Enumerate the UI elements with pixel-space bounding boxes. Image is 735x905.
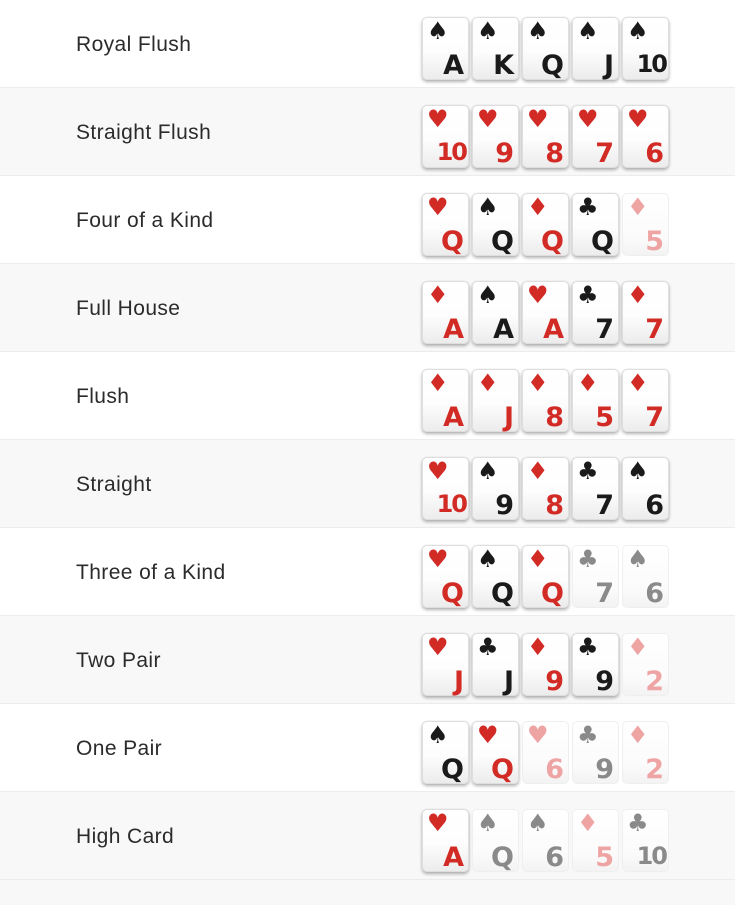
diamond-icon: ♦ <box>477 369 499 397</box>
playing-card <box>422 545 469 608</box>
hand-row-full-house <box>0 264 735 352</box>
playing-card <box>522 809 569 872</box>
playing-card <box>422 457 469 520</box>
hand-row-four-of-a-kind <box>0 176 735 264</box>
playing-card <box>622 193 669 256</box>
playing-card <box>472 281 519 344</box>
playing-card <box>422 369 469 432</box>
hand-name: Flush <box>76 384 130 408</box>
card-rank: 7 <box>595 137 614 169</box>
card-rank: 2 <box>645 753 664 785</box>
hand-row-one-pair <box>0 704 735 792</box>
hand-row-three-of-a-kind <box>0 528 735 616</box>
hand-name: Royal Flush <box>76 32 192 56</box>
hand-row-two-pair <box>0 616 735 704</box>
card-rank: Q <box>441 577 464 609</box>
playing-card <box>522 457 569 520</box>
spade-icon: ♠ <box>627 17 649 45</box>
playing-card <box>572 545 619 608</box>
playing-card <box>472 369 519 432</box>
card-rank: 9 <box>595 753 614 785</box>
diamond-icon: ♦ <box>627 633 649 661</box>
card-group <box>422 545 669 608</box>
card-rank: 5 <box>595 841 614 873</box>
hand-row-royal-flush <box>0 0 735 88</box>
playing-card <box>422 105 469 168</box>
card-rank: 7 <box>595 577 614 609</box>
hand-name: Four of a Kind <box>76 208 214 232</box>
diamond-icon: ♦ <box>527 193 549 221</box>
heart-icon: ♥ <box>427 105 449 133</box>
playing-card <box>622 633 669 696</box>
card-rank: Q <box>541 577 564 609</box>
playing-card <box>572 809 619 872</box>
heart-icon: ♥ <box>427 809 449 837</box>
spade-icon: ♠ <box>427 721 449 749</box>
card-rank: A <box>493 313 514 345</box>
club-icon: ♣ <box>577 633 599 661</box>
card-rank: 5 <box>645 225 664 257</box>
heart-icon: ♥ <box>427 633 449 661</box>
playing-card <box>472 633 519 696</box>
spade-icon: ♠ <box>627 457 649 485</box>
card-rank: Q <box>541 49 564 81</box>
card-rank: A <box>543 313 564 345</box>
card-rank: 9 <box>495 137 514 169</box>
card-rank: 8 <box>545 401 564 433</box>
heart-icon: ♥ <box>477 721 499 749</box>
card-rank: 7 <box>645 401 664 433</box>
playing-card <box>622 809 669 872</box>
playing-card <box>572 633 619 696</box>
card-rank: 10 <box>436 138 466 167</box>
card-rank: 7 <box>645 313 664 345</box>
club-icon: ♣ <box>627 809 649 837</box>
card-rank: 6 <box>645 137 664 169</box>
heart-icon: ♥ <box>427 457 449 485</box>
card-group <box>422 193 669 256</box>
club-icon: ♣ <box>577 721 599 749</box>
card-rank: Q <box>441 753 464 785</box>
spade-icon: ♠ <box>527 809 549 837</box>
diamond-icon: ♦ <box>427 369 449 397</box>
hand-name: High Card <box>76 824 175 848</box>
card-rank: 2 <box>645 665 664 697</box>
heart-icon: ♥ <box>527 105 549 133</box>
card-rank: Q <box>491 753 514 785</box>
spade-icon: ♠ <box>427 17 449 45</box>
playing-card <box>522 369 569 432</box>
hand-name: Full House <box>76 296 181 320</box>
diamond-icon: ♦ <box>627 369 649 397</box>
spade-icon: ♠ <box>477 193 499 221</box>
playing-card <box>472 193 519 256</box>
diamond-icon: ♦ <box>427 281 449 309</box>
hand-name: Two Pair <box>76 648 161 672</box>
hand-name: Straight Flush <box>76 120 212 144</box>
spade-icon: ♠ <box>577 17 599 45</box>
bottom-strip <box>0 880 735 905</box>
playing-card <box>522 633 569 696</box>
heart-icon: ♥ <box>577 105 599 133</box>
card-rank: J <box>503 401 514 433</box>
hand-row-straight-flush <box>0 88 735 176</box>
playing-card <box>622 545 669 608</box>
card-rank: Q <box>591 225 614 257</box>
card-rank: 5 <box>595 401 614 433</box>
hand-row-high-card <box>0 792 735 880</box>
heart-icon: ♥ <box>477 105 499 133</box>
playing-card <box>422 809 469 872</box>
card-rank: Q <box>491 841 514 873</box>
playing-card <box>572 193 619 256</box>
card-group <box>422 281 669 344</box>
heart-icon: ♥ <box>427 193 449 221</box>
playing-card <box>472 17 519 80</box>
club-icon: ♣ <box>477 633 499 661</box>
heart-icon: ♥ <box>527 721 549 749</box>
card-rank: 6 <box>545 841 564 873</box>
spade-icon: ♠ <box>477 457 499 485</box>
spade-icon: ♠ <box>477 281 499 309</box>
card-rank: 8 <box>545 489 564 521</box>
card-rank: 7 <box>595 489 614 521</box>
card-rank: Q <box>441 225 464 257</box>
club-icon: ♣ <box>577 281 599 309</box>
card-rank: A <box>443 313 464 345</box>
playing-card <box>622 17 669 80</box>
playing-card <box>472 721 519 784</box>
card-rank: 8 <box>545 137 564 169</box>
card-rank: J <box>603 49 614 81</box>
playing-card <box>572 105 619 168</box>
card-rank: K <box>493 49 514 81</box>
diamond-icon: ♦ <box>627 193 649 221</box>
card-rank: 6 <box>545 753 564 785</box>
club-icon: ♣ <box>577 193 599 221</box>
card-rank: 9 <box>595 665 614 697</box>
card-group <box>422 457 669 520</box>
playing-card <box>472 105 519 168</box>
playing-card <box>522 105 569 168</box>
heart-icon: ♥ <box>627 105 649 133</box>
card-rank: 10 <box>636 50 666 79</box>
diamond-icon: ♦ <box>527 369 549 397</box>
spade-icon: ♠ <box>477 17 499 45</box>
playing-card <box>472 545 519 608</box>
spade-icon: ♠ <box>627 545 649 573</box>
card-rank: J <box>503 665 514 697</box>
card-rank: 9 <box>495 489 514 521</box>
playing-card <box>422 721 469 784</box>
card-group <box>422 17 669 80</box>
hand-name: Three of a Kind <box>76 560 226 584</box>
playing-card <box>522 193 569 256</box>
club-icon: ♣ <box>577 457 599 485</box>
diamond-icon: ♦ <box>527 545 549 573</box>
card-rank: 7 <box>595 313 614 345</box>
hand-row-straight <box>0 440 735 528</box>
hand-row-flush <box>0 352 735 440</box>
diamond-icon: ♦ <box>527 457 549 485</box>
card-rank: Q <box>541 225 564 257</box>
card-rank: A <box>443 401 464 433</box>
playing-card <box>422 193 469 256</box>
playing-card <box>622 721 669 784</box>
playing-card <box>522 281 569 344</box>
card-rank: 10 <box>636 842 666 871</box>
playing-card <box>472 809 519 872</box>
diamond-icon: ♦ <box>577 809 599 837</box>
diamond-icon: ♦ <box>627 721 649 749</box>
card-rank: 6 <box>645 577 664 609</box>
card-rank: Q <box>491 225 514 257</box>
spade-icon: ♠ <box>477 809 499 837</box>
club-icon: ♣ <box>577 545 599 573</box>
spade-icon: ♠ <box>477 545 499 573</box>
diamond-icon: ♦ <box>627 281 649 309</box>
heart-icon: ♥ <box>527 281 549 309</box>
card-group <box>422 369 669 432</box>
card-rank: 10 <box>436 490 466 519</box>
playing-card <box>522 721 569 784</box>
playing-card <box>572 457 619 520</box>
diamond-icon: ♦ <box>577 369 599 397</box>
card-rank: J <box>453 665 464 697</box>
hand-name: Straight <box>76 472 152 496</box>
card-group <box>422 105 669 168</box>
playing-card <box>522 17 569 80</box>
card-rank: Q <box>491 577 514 609</box>
playing-card <box>622 281 669 344</box>
hand-name: One Pair <box>76 736 163 760</box>
playing-card <box>572 369 619 432</box>
card-rank: A <box>443 841 464 873</box>
card-rank: 6 <box>645 489 664 521</box>
playing-card <box>572 721 619 784</box>
playing-card <box>572 281 619 344</box>
playing-card <box>422 633 469 696</box>
card-rank: A <box>443 49 464 81</box>
playing-card <box>622 457 669 520</box>
heart-icon: ♥ <box>427 545 449 573</box>
card-group <box>422 809 669 872</box>
playing-card <box>472 457 519 520</box>
spade-icon: ♠ <box>527 17 549 45</box>
playing-card <box>522 545 569 608</box>
playing-card <box>422 281 469 344</box>
playing-card <box>622 369 669 432</box>
diamond-icon: ♦ <box>527 633 549 661</box>
card-group <box>422 633 669 696</box>
playing-card <box>422 17 469 80</box>
card-group <box>422 721 669 784</box>
playing-card <box>622 105 669 168</box>
card-rank: 9 <box>545 665 564 697</box>
playing-card <box>572 17 619 80</box>
